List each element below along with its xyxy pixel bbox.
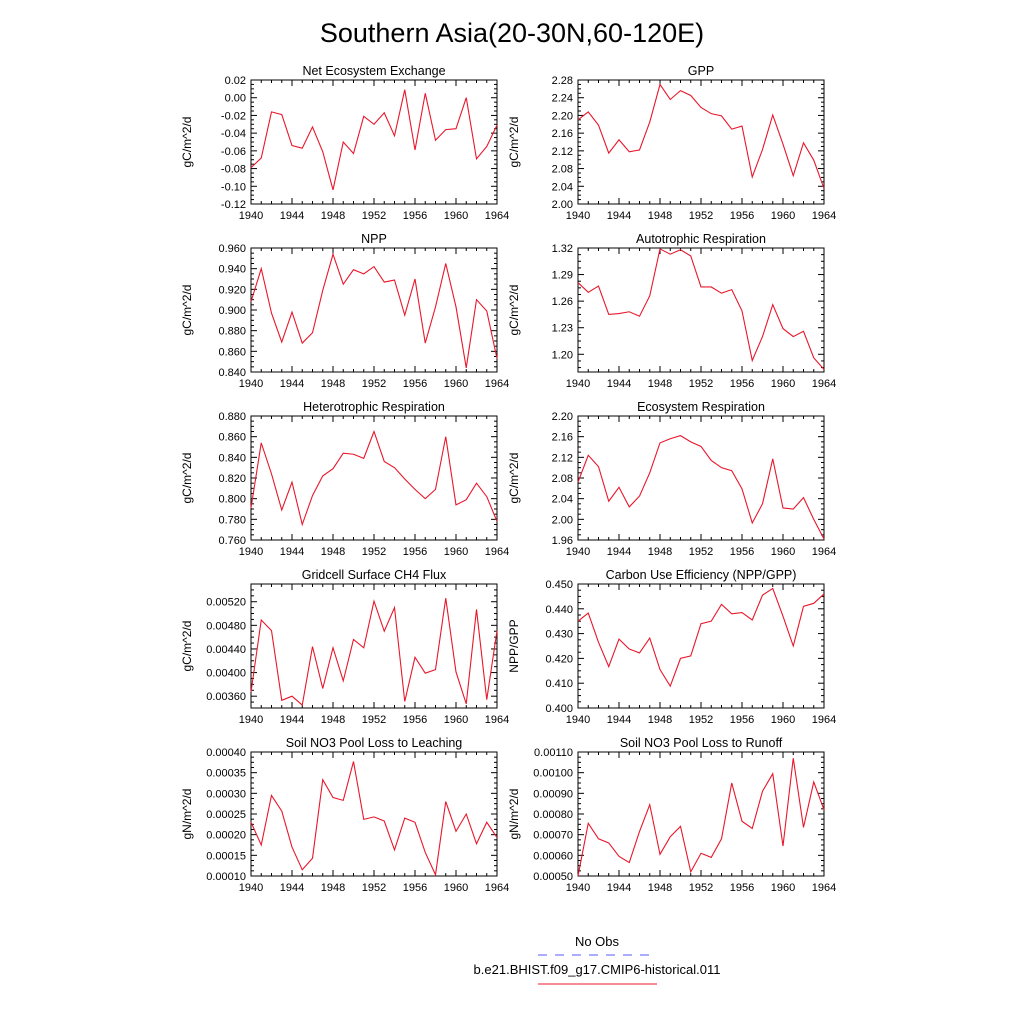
heterotrophic-respiration-ytick-label: 0.820 xyxy=(218,473,246,485)
gpp-xtick-label: 1948 xyxy=(647,210,673,222)
npp-xtick-label: 1956 xyxy=(402,378,428,390)
figure-title: Southern Asia(20-30N,60-120E) xyxy=(319,18,705,48)
ecosystem-respiration-title: Ecosystem Respiration xyxy=(637,400,765,414)
gpp-plot-frame xyxy=(578,80,824,204)
ecosystem-respiration-xtick-label: 1956 xyxy=(729,546,755,558)
net-ecosystem-exchange-plot-frame xyxy=(251,80,497,204)
heterotrophic-respiration-xtick-label: 1952 xyxy=(361,546,387,558)
net-ecosystem-exchange-ytick-label: -0.02 xyxy=(220,110,246,123)
npp-xtick-label: 1940 xyxy=(238,378,264,390)
ecosystem-respiration-ylabel: gC/m^2/d xyxy=(507,452,521,504)
npp-series-line xyxy=(251,254,497,368)
net-ecosystem-exchange-xtick-label: 1948 xyxy=(320,210,346,222)
autotrophic-respiration-xtick-label: 1948 xyxy=(647,378,673,390)
ecosystem-respiration-ytick-label: 2.20 xyxy=(551,411,573,423)
npp-ytick-label: 0.940 xyxy=(218,263,246,276)
soil-no3-pool-loss-to-leaching-ytick-label: 0.00035 xyxy=(206,767,246,780)
autotrophic-respiration-title: Autotrophic Respiration xyxy=(636,232,766,246)
panel-soil-no3-pool-loss-to-runoff xyxy=(507,736,836,894)
heterotrophic-respiration-ytick-label: 0.840 xyxy=(218,452,246,465)
heterotrophic-respiration-title: Heterotrophic Respiration xyxy=(303,400,445,414)
ecosystem-respiration-xtick-label: 1952 xyxy=(688,546,714,558)
gpp-xtick-label: 1964 xyxy=(811,210,837,222)
heterotrophic-respiration-ytick-label: 0.880 xyxy=(218,411,246,423)
ecosystem-respiration-ytick-label: 2.00 xyxy=(551,514,573,527)
npp-ytick-label: 0.900 xyxy=(218,305,246,317)
gridcell-surface-ch4-flux-ylabel: gC/m^2/d xyxy=(180,620,194,672)
autotrophic-respiration-xtick-label: 1940 xyxy=(565,378,591,390)
gpp-ytick-label: 2.20 xyxy=(551,110,573,123)
soil-no3-pool-loss-to-leaching-ytick-label: 0.00010 xyxy=(206,871,246,883)
heterotrophic-respiration-xtick-label: 1948 xyxy=(320,546,346,558)
heterotrophic-respiration-xtick-label: 1940 xyxy=(238,546,264,558)
soil-no3-pool-loss-to-runoff-series-line xyxy=(578,758,824,876)
gridcell-surface-ch4-flux-ytick-label: 0.00360 xyxy=(206,691,246,704)
npp-ytick-label: 0.920 xyxy=(218,284,246,297)
panel-ecosystem-respiration xyxy=(507,400,836,558)
net-ecosystem-exchange-ytick-label: -0.08 xyxy=(220,163,246,176)
net-ecosystem-exchange-ytick-label: 0.02 xyxy=(224,75,246,87)
npp-xtick-label: 1952 xyxy=(361,378,387,390)
soil-no3-pool-loss-to-leaching-ytick-label: 0.00040 xyxy=(206,747,246,759)
legend-run-label: b.e21.BHIST.f09_g17.CMIP6-historical.011 xyxy=(473,962,721,977)
soil-no3-pool-loss-to-runoff-xtick-label: 1964 xyxy=(811,882,837,894)
panels-group xyxy=(180,64,836,894)
gridcell-surface-ch4-flux-xtick-label: 1964 xyxy=(484,714,510,726)
gridcell-surface-ch4-flux-ytick-label: 0.00400 xyxy=(206,667,246,680)
gridcell-surface-ch4-flux-xtick-label: 1944 xyxy=(279,714,305,726)
gpp-ylabel: gC/m^2/d xyxy=(507,116,521,168)
gridcell-surface-ch4-flux-xtick-label: 1956 xyxy=(402,714,428,726)
gridcell-surface-ch4-flux-ytick-label: 0.00520 xyxy=(206,596,246,609)
soil-no3-pool-loss-to-leaching-title: Soil NO3 Pool Loss to Leaching xyxy=(285,736,463,750)
ecosystem-respiration-plot-frame xyxy=(578,416,824,540)
gpp-xtick-label: 1940 xyxy=(565,210,591,222)
panel-gridcell-surface-ch4-flux xyxy=(180,568,509,726)
autotrophic-respiration-xtick-label: 1964 xyxy=(811,378,837,390)
npp-xtick-label: 1948 xyxy=(320,378,346,390)
autotrophic-respiration-series-line xyxy=(578,249,824,369)
panel-net-ecosystem-exchange xyxy=(180,64,509,222)
carbon-use-efficiency-npp-gpp-xtick-label: 1952 xyxy=(688,714,714,726)
net-ecosystem-exchange-ytick-label: -0.12 xyxy=(220,199,246,211)
panel-gpp xyxy=(507,64,836,222)
net-ecosystem-exchange-ylabel: gC/m^2/d xyxy=(180,116,194,168)
soil-no3-pool-loss-to-leaching-xtick-label: 1964 xyxy=(484,882,510,894)
heterotrophic-respiration-ytick-label: 0.760 xyxy=(218,535,246,547)
ecosystem-respiration-ytick-label: 2.08 xyxy=(551,473,573,485)
carbon-use-efficiency-npp-gpp-xtick-label: 1948 xyxy=(647,714,673,726)
soil-no3-pool-loss-to-runoff-xtick-label: 1960 xyxy=(770,882,796,894)
soil-no3-pool-loss-to-runoff-ytick-label: 0.00050 xyxy=(533,871,573,883)
carbon-use-efficiency-npp-gpp-series-line xyxy=(578,588,824,686)
carbon-use-efficiency-npp-gpp-xtick-label: 1964 xyxy=(811,714,837,726)
ecosystem-respiration-ytick-label: 2.16 xyxy=(551,431,573,444)
npp-ytick-label: 0.880 xyxy=(218,325,246,338)
gpp-ytick-label: 2.00 xyxy=(551,199,573,211)
autotrophic-respiration-plot-frame xyxy=(578,248,824,372)
autotrophic-respiration-ytick-label: 1.26 xyxy=(551,296,573,309)
net-ecosystem-exchange-xtick-label: 1960 xyxy=(443,210,469,222)
carbon-use-efficiency-npp-gpp-ytick-label: 0.400 xyxy=(545,703,573,715)
net-ecosystem-exchange-xtick-label: 1944 xyxy=(279,210,305,222)
soil-no3-pool-loss-to-runoff-ytick-label: 0.00080 xyxy=(533,809,573,821)
soil-no3-pool-loss-to-leaching-ytick-label: 0.00015 xyxy=(206,850,246,863)
carbon-use-efficiency-npp-gpp-ytick-label: 0.450 xyxy=(545,579,573,591)
panel-soil-no3-pool-loss-to-leaching xyxy=(180,736,509,894)
soil-no3-pool-loss-to-leaching-ytick-label: 0.00030 xyxy=(206,788,246,801)
net-ecosystem-exchange-xtick-label: 1940 xyxy=(238,210,264,222)
ecosystem-respiration-xtick-label: 1944 xyxy=(606,546,632,558)
gpp-ytick-label: 2.28 xyxy=(551,75,573,87)
carbon-use-efficiency-npp-gpp-xtick-label: 1960 xyxy=(770,714,796,726)
gpp-xtick-label: 1960 xyxy=(770,210,796,222)
carbon-use-efficiency-npp-gpp-ytick-label: 0.440 xyxy=(545,603,573,616)
legend-no-obs-label: No Obs xyxy=(574,934,620,949)
gpp-ytick-label: 2.12 xyxy=(551,145,573,158)
carbon-use-efficiency-npp-gpp-ytick-label: 0.420 xyxy=(545,653,573,666)
soil-no3-pool-loss-to-runoff-xtick-label: 1952 xyxy=(688,882,714,894)
soil-no3-pool-loss-to-leaching-xtick-label: 1956 xyxy=(402,882,428,894)
npp-xtick-label: 1960 xyxy=(443,378,469,390)
heterotrophic-respiration-ytick-label: 0.780 xyxy=(218,514,246,527)
soil-no3-pool-loss-to-leaching-xtick-label: 1948 xyxy=(320,882,346,894)
npp-xtick-label: 1964 xyxy=(484,378,510,390)
panel-heterotrophic-respiration xyxy=(180,400,509,558)
gpp-xtick-label: 1944 xyxy=(606,210,632,222)
ecosystem-respiration-series-line xyxy=(578,436,824,539)
legend xyxy=(474,934,721,984)
gridcell-surface-ch4-flux-xtick-label: 1940 xyxy=(238,714,264,726)
autotrophic-respiration-ytick-label: 1.32 xyxy=(551,243,573,255)
gpp-ytick-label: 2.24 xyxy=(551,92,573,105)
soil-no3-pool-loss-to-runoff-ytick-label: 0.00110 xyxy=(534,747,573,759)
carbon-use-efficiency-npp-gpp-ylabel: NPP/GPP xyxy=(507,619,521,673)
soil-no3-pool-loss-to-leaching-ytick-label: 0.00020 xyxy=(206,829,246,842)
panel-npp xyxy=(180,232,509,390)
net-ecosystem-exchange-ytick-label: -0.10 xyxy=(220,181,246,194)
soil-no3-pool-loss-to-runoff-ytick-label: 0.00090 xyxy=(533,788,573,801)
gridcell-surface-ch4-flux-xtick-label: 1960 xyxy=(443,714,469,726)
net-ecosystem-exchange-xtick-label: 1956 xyxy=(402,210,428,222)
autotrophic-respiration-xtick-label: 1960 xyxy=(770,378,796,390)
gridcell-surface-ch4-flux-xtick-label: 1948 xyxy=(320,714,346,726)
autotrophic-respiration-xtick-label: 1956 xyxy=(729,378,755,390)
heterotrophic-respiration-ylabel: gC/m^2/d xyxy=(180,452,194,504)
ecosystem-respiration-xtick-label: 1964 xyxy=(811,546,837,558)
npp-ylabel: gC/m^2/d xyxy=(180,284,194,336)
soil-no3-pool-loss-to-leaching-xtick-label: 1940 xyxy=(238,882,264,894)
net-ecosystem-exchange-series-line xyxy=(251,90,497,190)
panel-carbon-use-efficiency-npp-gpp xyxy=(507,568,836,726)
net-ecosystem-exchange-xtick-label: 1964 xyxy=(484,210,510,222)
npp-ytick-label: 0.960 xyxy=(218,243,246,255)
heterotrophic-respiration-xtick-label: 1960 xyxy=(443,546,469,558)
soil-no3-pool-loss-to-runoff-ylabel: gN/m^2/d xyxy=(507,788,521,840)
gpp-ytick-label: 2.16 xyxy=(551,128,573,141)
carbon-use-efficiency-npp-gpp-plot-frame xyxy=(578,584,824,708)
net-ecosystem-exchange-title: Net Ecosystem Exchange xyxy=(302,64,446,78)
heterotrophic-respiration-plot-frame xyxy=(251,416,497,540)
carbon-use-efficiency-npp-gpp-ytick-label: 0.410 xyxy=(545,678,573,691)
gridcell-surface-ch4-flux-ytick-label: 0.00440 xyxy=(206,643,246,656)
soil-no3-pool-loss-to-runoff-ytick-label: 0.00100 xyxy=(533,767,573,780)
soil-no3-pool-loss-to-leaching-xtick-label: 1944 xyxy=(279,882,305,894)
gridcell-surface-ch4-flux-ytick-label: 0.00480 xyxy=(206,620,246,633)
gridcell-surface-ch4-flux-xtick-label: 1952 xyxy=(361,714,387,726)
autotrophic-respiration-xtick-label: 1952 xyxy=(688,378,714,390)
gpp-ytick-label: 2.08 xyxy=(551,163,573,176)
soil-no3-pool-loss-to-runoff-ytick-label: 0.00060 xyxy=(533,850,573,863)
soil-no3-pool-loss-to-leaching-series-line xyxy=(251,762,497,875)
heterotrophic-respiration-series-line xyxy=(251,432,497,525)
soil-no3-pool-loss-to-leaching-ylabel: gN/m^2/d xyxy=(180,788,194,840)
carbon-use-efficiency-npp-gpp-xtick-label: 1944 xyxy=(606,714,632,726)
npp-xtick-label: 1944 xyxy=(279,378,305,390)
net-ecosystem-exchange-ytick-label: 0.00 xyxy=(224,92,246,105)
gridcell-surface-ch4-flux-series-line xyxy=(251,598,497,705)
carbon-use-efficiency-npp-gpp-ytick-label: 0.430 xyxy=(545,628,573,641)
autotrophic-respiration-ylabel: gC/m^2/d xyxy=(507,284,521,336)
carbon-use-efficiency-npp-gpp-title: Carbon Use Efficiency (NPP/GPP) xyxy=(605,568,797,582)
ecosystem-respiration-ytick-label: 2.04 xyxy=(551,493,573,506)
autotrophic-respiration-ytick-label: 1.20 xyxy=(551,349,573,362)
autotrophic-respiration-ytick-label: 1.29 xyxy=(551,269,573,282)
gpp-xtick-label: 1952 xyxy=(688,210,714,222)
gpp-title: GPP xyxy=(687,64,715,78)
soil-no3-pool-loss-to-runoff-xtick-label: 1944 xyxy=(606,882,632,894)
soil-no3-pool-loss-to-runoff-xtick-label: 1940 xyxy=(565,882,591,894)
soil-no3-pool-loss-to-runoff-ytick-label: 0.00070 xyxy=(533,829,573,842)
ecosystem-respiration-xtick-label: 1948 xyxy=(647,546,673,558)
soil-no3-pool-loss-to-runoff-title: Soil NO3 Pool Loss to Runoff xyxy=(619,736,783,750)
autotrophic-respiration-xtick-label: 1944 xyxy=(606,378,632,390)
soil-no3-pool-loss-to-leaching-ytick-label: 0.00025 xyxy=(206,809,246,821)
gpp-ytick-label: 2.04 xyxy=(551,181,573,194)
heterotrophic-respiration-xtick-label: 1956 xyxy=(402,546,428,558)
npp-title: NPP xyxy=(361,232,387,246)
carbon-use-efficiency-npp-gpp-xtick-label: 1956 xyxy=(729,714,755,726)
net-ecosystem-exchange-ytick-label: -0.06 xyxy=(220,145,246,158)
heterotrophic-respiration-ytick-label: 0.800 xyxy=(218,493,246,506)
ecosystem-respiration-ytick-label: 2.12 xyxy=(551,452,573,465)
npp-ytick-label: 0.860 xyxy=(218,346,246,359)
autotrophic-respiration-ytick-label: 1.23 xyxy=(551,322,573,335)
gpp-series-line xyxy=(578,84,824,188)
soil-no3-pool-loss-to-runoff-xtick-label: 1948 xyxy=(647,882,673,894)
panel-autotrophic-respiration xyxy=(507,232,836,390)
ecosystem-respiration-xtick-label: 1960 xyxy=(770,546,796,558)
ecosystem-respiration-xtick-label: 1940 xyxy=(565,546,591,558)
net-ecosystem-exchange-xtick-label: 1952 xyxy=(361,210,387,222)
npp-ytick-label: 0.840 xyxy=(218,367,246,379)
carbon-use-efficiency-npp-gpp-xtick-label: 1940 xyxy=(565,714,591,726)
net-ecosystem-exchange-ytick-label: -0.04 xyxy=(220,128,246,141)
heterotrophic-respiration-ytick-label: 0.860 xyxy=(218,431,246,444)
soil-no3-pool-loss-to-leaching-xtick-label: 1952 xyxy=(361,882,387,894)
ecosystem-respiration-ytick-label: 1.96 xyxy=(551,535,573,547)
soil-no3-pool-loss-to-leaching-plot-frame xyxy=(251,752,497,876)
soil-no3-pool-loss-to-leaching-xtick-label: 1960 xyxy=(443,882,469,894)
heterotrophic-respiration-xtick-label: 1964 xyxy=(484,546,510,558)
heterotrophic-respiration-xtick-label: 1944 xyxy=(279,546,305,558)
gpp-xtick-label: 1956 xyxy=(729,210,755,222)
soil-no3-pool-loss-to-runoff-xtick-label: 1956 xyxy=(729,882,755,894)
gridcell-surface-ch4-flux-title: Gridcell Surface CH4 Flux xyxy=(301,568,447,582)
